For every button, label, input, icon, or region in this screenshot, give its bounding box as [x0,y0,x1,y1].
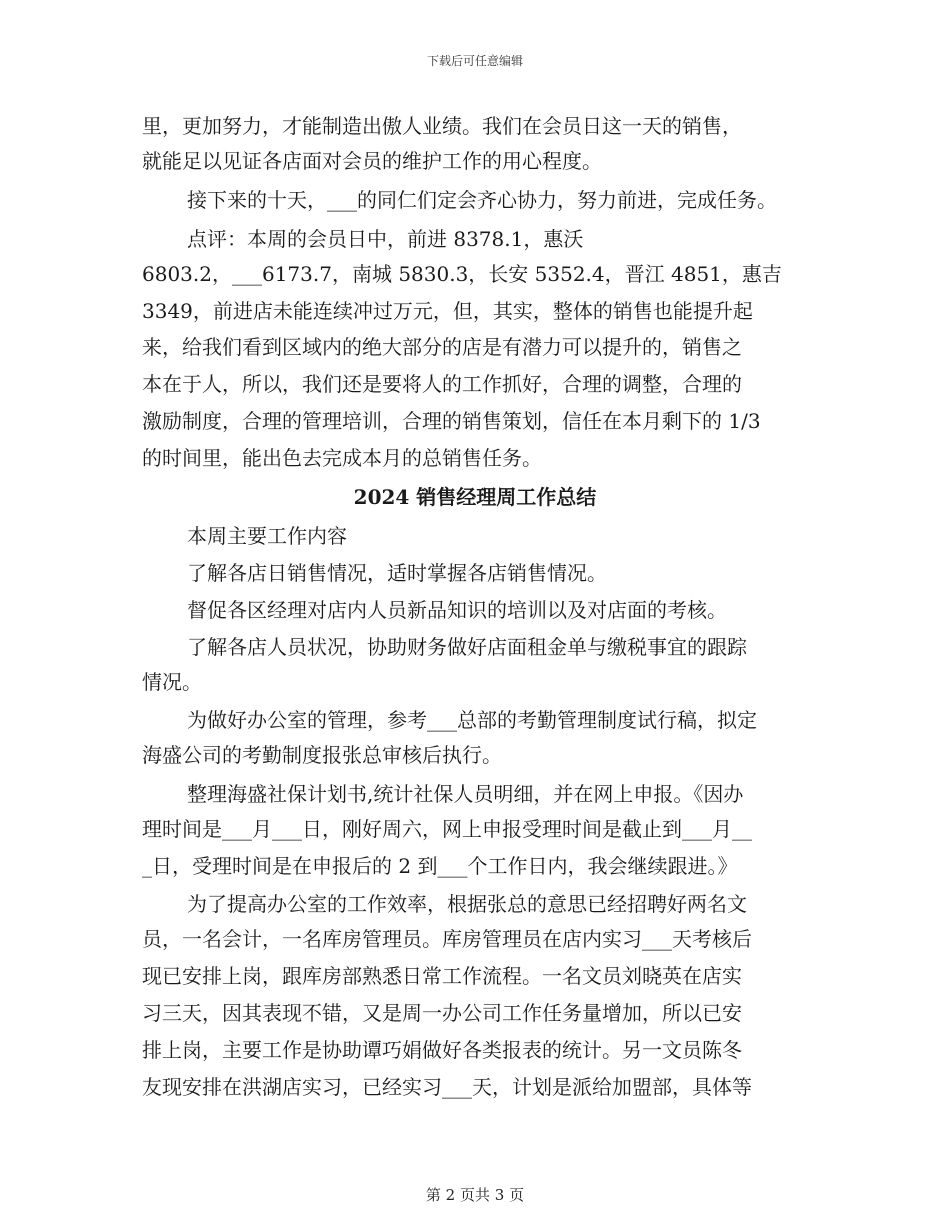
paragraph-line: 6803.2，___6173.7，南城 5830.3，长安 5352.4，晋江 4851，惠吉 [142,262,782,286]
paragraph-line: 理时间是___月___日，刚好周六，网上申报受理时间是截止到___月__ [142,817,752,841]
paragraph-line: 来，给我们看到区域内的绝大部分的店是有潜力可以提升的，销售之 [142,335,742,359]
paragraph-line: 督促各区经理对店内人员新品知识的培训以及对店面的考核。 [187,598,727,622]
paragraph-line: 本在于人，所以，我们还是要将人的工作抓好，合理的调整，合理的 [142,372,742,396]
paragraph-line: 习三天，因其表现不错，又是周一办公司工作任务量增加，所以已安 [142,1001,742,1025]
paragraph-line: 里，更加努力，才能制造出傲人业绩。我们在会员日这一天的销售， [142,114,742,138]
paragraph-line: 接下来的十天，___的同仁们定会齐心协力，努力前进，完成任务。 [187,188,777,212]
paragraph-line: 情况。 [142,670,202,694]
paragraph-line: 海盛公司的考勤制度报张总审核后执行。 [142,743,502,767]
paragraph-line: 就能足以见证各店面对会员的维护工作的用心程度。 [142,149,602,173]
paragraph-line: 排上岗，主要工作是协助谭巧娟做好各类报表的统计。另一文员陈冬 [142,1038,742,1062]
paragraph-line: 了解各店日销售情况，适时掌握各店销售情况。 [187,561,607,585]
paragraph-line: 员，一名会计，一名库房管理员。库房管理员在店内实习___天考核后 [142,927,752,951]
page-header: 下载后可任意编辑 [426,54,523,68]
paragraph-line: 友现安排在洪湖店实习，已经实习___天，计划是派给加盟部，具体等 [142,1075,752,1099]
paragraph-line: 本周主要工作内容 [187,524,347,548]
paragraph-line: _日，受理时间是在申报后的 2 到___个工作日内，我会继续跟进。》 [142,854,738,878]
paragraph-line: 点评：本周的会员日中，前进 8378.1，惠沃 [187,227,584,251]
paragraph-line: 的时间里，能出色去完成本月的总销售任务。 [142,446,542,470]
paragraph-line: 现已安排上岗，跟库房部熟悉日常工作流程。一名文员刘晓英在店实 [142,964,742,988]
paragraph-line: 3349，前进店未能连续冲过万元，但，其实，整体的销售也能提升起 [142,299,753,323]
section-title: 2024 销售经理周工作总结 [353,485,597,509]
paragraph-line: 为了提高办公室的工作效率，根据张总的意思已经招聘好两名文 [187,892,747,916]
paragraph-line: 了解各店人员状况，协助财务做好店面租金单与缴税事宜的跟踪 [187,635,747,659]
paragraph-line: 为做好办公室的管理，参考___总部的考勤管理制度试行稿，拟定 [187,708,757,732]
paragraph-line: 激励制度，合理的管理培训，合理的销售策划，信任在本月剩下的 1/3 [142,409,761,433]
paragraph-line: 整理海盛社保计划书,统计社保人员明细，并在网上申报。《因办 [187,782,744,806]
page-footer: 第 2 页共 3 页 [425,1186,525,1204]
